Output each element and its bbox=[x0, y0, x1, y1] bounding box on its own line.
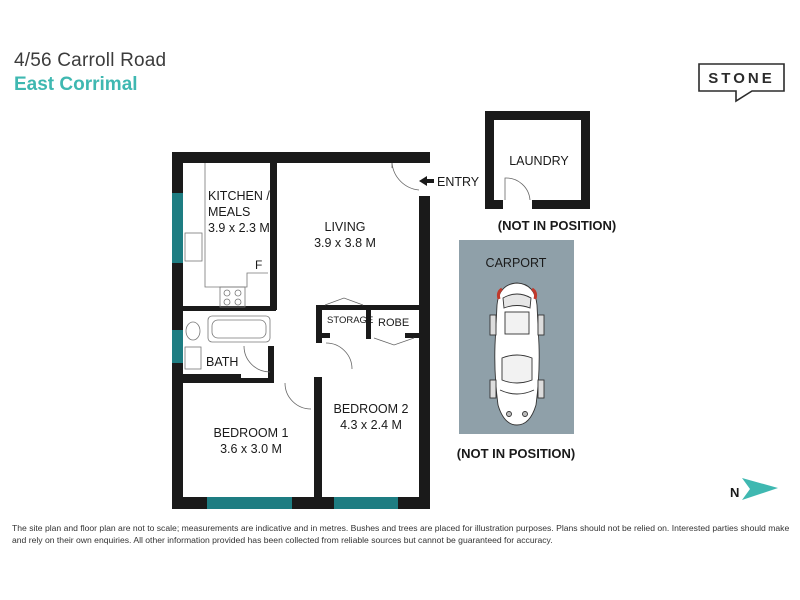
fridge-label: F bbox=[255, 258, 263, 272]
logo-text: STONE bbox=[708, 70, 775, 87]
car-icon bbox=[490, 283, 544, 425]
bedroom1-label: BEDROOM 1 bbox=[213, 426, 289, 440]
kitchen-label-line1: KITCHEN / bbox=[208, 189, 270, 203]
property-suburb: East Corrimal bbox=[14, 74, 138, 95]
kitchen-bench bbox=[185, 163, 268, 307]
kitchen-dims: 3.9 x 2.3 M bbox=[208, 221, 270, 235]
bedroom1-dims: 3.6 x 3.0 M bbox=[220, 442, 282, 456]
carport-note: (NOT IN POSITION) bbox=[456, 446, 576, 461]
carport-label: CARPORT bbox=[485, 256, 547, 270]
bedroom2-dims: 4.3 x 2.4 M bbox=[340, 418, 402, 432]
living-dims: 3.9 x 3.8 M bbox=[314, 236, 376, 250]
bedroom2-label: BEDROOM 2 bbox=[333, 402, 409, 416]
laundry-label: LAUNDRY bbox=[509, 154, 569, 168]
entry-arrow-icon bbox=[419, 176, 434, 186]
robe-label: ROBE bbox=[378, 317, 410, 329]
kitchen-label-line2: MEALS bbox=[208, 205, 251, 219]
laundry-note: (NOT IN POSITION) bbox=[497, 218, 617, 233]
north-arrow-icon bbox=[730, 478, 778, 500]
living-label: LIVING bbox=[324, 220, 366, 234]
entry-label: ENTRY bbox=[437, 175, 480, 189]
bath-label: BATH bbox=[206, 355, 239, 369]
storage-label: STORAGE bbox=[327, 315, 374, 326]
disclaimer-text: The site plan and floor plan are not to scale; measurements are indicative and in metres. Bushes and trees are placed for illustration purposes. Plans should not be relied on. Interested parties should make and rely on their own enquiries. All other information provided has been collected from reliable sources but cannot be guaranteed for accuracy. bbox=[12, 523, 790, 545]
north-label: N bbox=[730, 485, 740, 500]
property-address: 4/56 Carroll Road bbox=[14, 50, 167, 71]
